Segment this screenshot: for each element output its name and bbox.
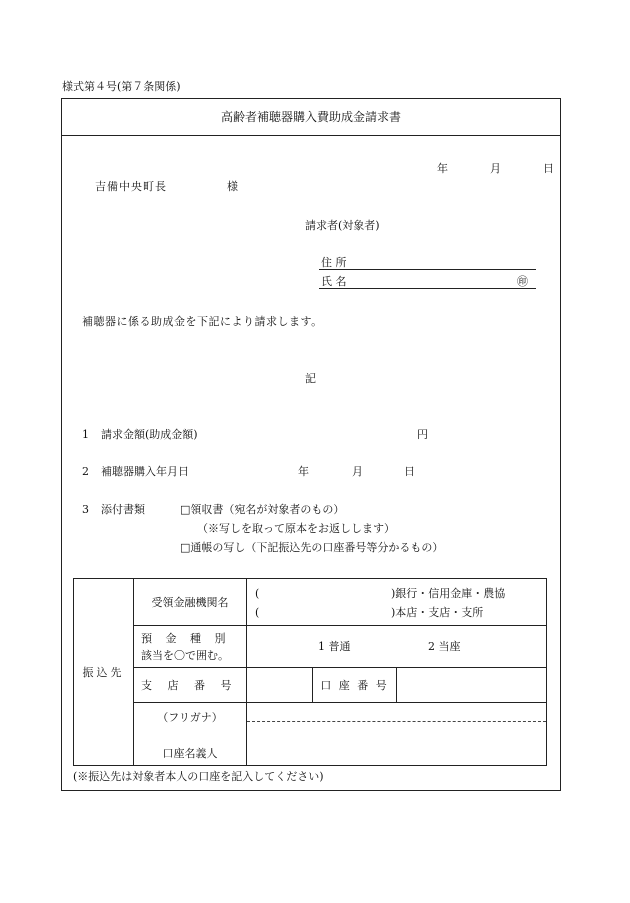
date-month: 月 (490, 162, 501, 175)
item1-number: 1 (82, 428, 89, 441)
item1-unit: 円 (417, 428, 428, 441)
name-underline (319, 288, 536, 289)
item3-doc-receipt: □領収書（宛名が対象者のもの） (180, 503, 345, 516)
ki-heading: 記 (305, 372, 316, 385)
account-number-field[interactable] (397, 668, 547, 703)
request-statement: 補聴器に係る助成金を下記により請求します。 (82, 315, 323, 328)
account-holder-field[interactable] (247, 703, 547, 766)
account-holder-label-cell (134, 703, 247, 766)
form-title: 高齢者補聴器購入費助成金請求書 (220, 110, 401, 124)
deposit-type-label-cell (134, 626, 247, 668)
item2-year: 年 (298, 465, 309, 478)
deposit-type-field[interactable] (247, 626, 547, 668)
requester-heading: 請求者(対象者) (305, 219, 380, 232)
deposit-type-instruction: 該当を〇で囲む。 (141, 648, 229, 662)
institution-name-field[interactable] (247, 579, 547, 626)
title-separator (61, 135, 561, 136)
seal-mark: ㊞ (517, 275, 528, 288)
institution-label-cell (134, 579, 247, 626)
account-holder-label: 口座名義人 (162, 747, 218, 760)
date-year: 年 (437, 162, 448, 175)
addressee-honorific: 様 (227, 180, 238, 193)
item2-month: 月 (352, 465, 363, 478)
account-number-label-cell (313, 668, 397, 703)
branch-number-label-cell (134, 668, 247, 703)
item1-label: 請求金額(助成金額) (101, 428, 198, 441)
furigana-field[interactable] (247, 703, 546, 722)
institution-line2-suffix: )本店・支店・支所 (391, 606, 484, 619)
institution-label: 受領金融機関名 (151, 596, 229, 609)
form-number: 様式第４号(第７条関係) (62, 80, 181, 93)
address-underline (319, 269, 536, 270)
deposit-option-current[interactable]: 2 当座 (428, 639, 461, 653)
address-label: 住 所 (321, 256, 347, 269)
addressee-name: 吉備中央町長 (95, 180, 167, 193)
bank-transfer-table (73, 578, 547, 766)
footnote: (※振込先は対象者本人の口座を記入してください) (73, 770, 324, 783)
transfer-destination-text: 振込先 (82, 666, 125, 679)
deposit-type-label: 預 金 種 別 (141, 631, 231, 645)
item2-day: 日 (404, 465, 415, 478)
furigana-label: （フリガナ） (157, 711, 223, 724)
account-number-label: 口 座 番 号 (320, 679, 389, 692)
transfer-destination-label (74, 579, 134, 766)
branch-number-label: 支 店 番 号 (141, 679, 238, 692)
institution-line2-open: ( (255, 606, 260, 619)
deposit-option-ordinary[interactable]: 1 普通 (318, 639, 351, 653)
item3-number: 3 (82, 503, 89, 516)
institution-line1-suffix: )銀行・信用金庫・農協 (391, 587, 506, 600)
item3-doc-passbook: □通帳の写し（下記振込先の口座番号等分かるもの） (180, 541, 444, 554)
item3-label: 添付書類 (101, 503, 145, 516)
branch-number-field[interactable] (247, 668, 313, 703)
institution-line1-open: ( (255, 587, 260, 600)
item2-label: 補聴器購入年月日 (101, 465, 189, 478)
name-label: 氏 名 (321, 275, 347, 288)
item3-doc-receipt-note: （※写しを取って原本をお返しします） (197, 522, 395, 535)
date-day: 日 (543, 162, 554, 175)
item2-number: 2 (82, 465, 89, 478)
